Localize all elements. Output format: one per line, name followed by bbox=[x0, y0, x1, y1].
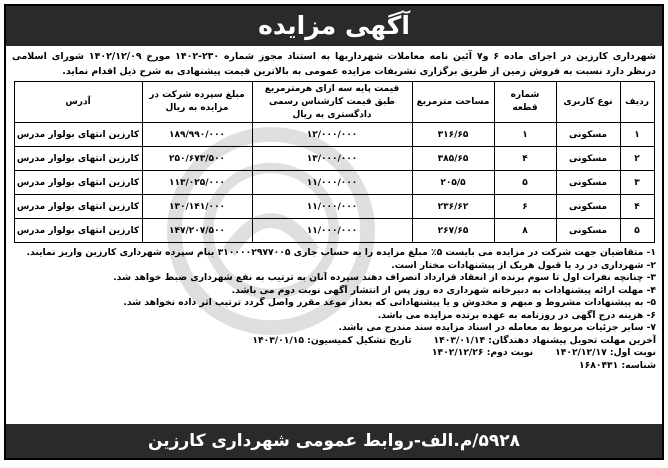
base-price: ۱۱/۰۰۰/۰۰۰ bbox=[252, 219, 412, 243]
row-number: ۲ bbox=[620, 147, 654, 171]
deposit: ۱۱۳/۰۲۵/۰۰۰ bbox=[142, 171, 252, 195]
use-type: مسکونی bbox=[556, 123, 620, 147]
term-item: ۷- سایر جزئیات مربوط به معامله در اسناد مزایده سند مندرج می باشد. bbox=[338, 322, 656, 333]
footer-signature: ۵۹۲۸/م.الف-روابط عمومی شهرداری کارزین bbox=[6, 424, 662, 458]
col-header-row-number: ردیف bbox=[620, 82, 654, 123]
plot-number: ۶ bbox=[494, 195, 556, 219]
area: ۳۸۵/۶۵ bbox=[412, 147, 494, 171]
address: کارزین انتهای بولوار مدرس bbox=[14, 219, 142, 243]
auction-notice bbox=[4, 4, 664, 460]
deposit: ۲۵۰/۶۷۳/۵۰۰ bbox=[142, 147, 252, 171]
col-header-plot: شماره قطعه bbox=[494, 82, 556, 123]
col-header-deposit: مبلغ سپرده شرکت در مزایده به ریال bbox=[142, 82, 252, 123]
second-publication: نوبت دوم: ۱۴۰۲/۱۲/۲۶ bbox=[431, 347, 534, 358]
deposit: ۱۴۷/۲۰۷/۵۰۰ bbox=[142, 219, 252, 243]
first-publication: نوبت اول: ۱۴۰۲/۱۲/۱۷ bbox=[555, 347, 656, 358]
base-price: ۱۱/۰۰۰/۰۰۰ bbox=[252, 171, 412, 195]
notice-id: شناسه: ۱۶۸۰۴۳۱ bbox=[579, 359, 656, 371]
area: ۲۰۵/۵ bbox=[412, 171, 494, 195]
plot-number: ۸ bbox=[494, 219, 556, 243]
use-type: مسکونی bbox=[556, 219, 620, 243]
row-number: ۱ bbox=[620, 123, 654, 147]
area: ۳۱۶/۶۵ bbox=[412, 123, 494, 147]
address: کارزین انتهای بولوار مدرس bbox=[14, 123, 142, 147]
table-row bbox=[14, 195, 654, 219]
deposit: ۱۳۰/۱۴۱/۰۰۰ bbox=[142, 195, 252, 219]
term-item: ۶- هزینه درج آگهی در روزنامه به عهده برنده مزایده می باشد. bbox=[377, 309, 656, 321]
address: کارزین انتهای بولوار مدرس bbox=[14, 147, 142, 171]
use-type: مسکونی bbox=[556, 195, 620, 219]
area: ۲۳۶/۶۲ bbox=[412, 195, 494, 219]
term-item: ۱- متقاضیان جهت شرکت در مزایده می بایست ۵٪ مبلغ مزایده را به حساب جاری ۳۱۰۰۰۰۲۹۷۷۰۰۵ بنام سپرده شهرداری کارزین واریز نمایند. bbox=[26, 247, 656, 258]
base-price: ۱۳/۰۰۰/۰۰۰ bbox=[252, 147, 412, 171]
row-number: ۴ bbox=[620, 195, 654, 219]
terms-list bbox=[6, 243, 662, 335]
term-item: ۲- شهرداری در رد یا قبول هریک از پیشنهادات مختار است. bbox=[391, 259, 656, 271]
deposit: ۱۸۹/۹۹۰/۰۰۰ bbox=[142, 123, 252, 147]
plot-number: ۵ bbox=[494, 171, 556, 195]
term-item: ۴- مهلت ارائه پیشنهادات به دبیرخانه شهرداری ده روز پس از انتشار آگهی نوبت دوم می باشد. bbox=[231, 284, 656, 296]
dates-block bbox=[6, 335, 662, 373]
table-row bbox=[14, 147, 654, 171]
address: کارزین انتهای بولوار مدرس bbox=[14, 171, 142, 195]
term-item: ۵- به پیشنهادات مشروط و مبهم و مخدوش و یا پیشنهاداتی که بعداز موعد مقرر واصل گردد ترتیب اثر داده نخواهد شد. bbox=[123, 297, 656, 308]
term-item: ۳- چنانچه نفرات اول تا سوم برنده از انعقاد قرارداد انصراف دهند سپرده آنان به ترتیب به نفع شهرداری ضبط خواهد شد. bbox=[113, 272, 656, 283]
commission-date: تاریخ تشکیل کمیسیون: ۱۴۰۳/۰۱/۱۵ bbox=[252, 334, 412, 346]
col-header-area: مساحت مترمربع bbox=[412, 82, 494, 123]
table-row bbox=[14, 171, 654, 195]
submission-deadline: آخرین مهلت تحویل پیشنهاد دهندگان: ۱۴۰۳/۰۱/۱۴ bbox=[433, 334, 656, 346]
notice-title: آگهی مزایده bbox=[6, 6, 662, 46]
table-row bbox=[14, 123, 654, 147]
col-header-address: آدرس bbox=[14, 82, 142, 123]
area: ۲۶۷/۶۵ bbox=[412, 219, 494, 243]
row-number: ۳ bbox=[620, 171, 654, 195]
base-price: ۱۱/۰۰۰/۰۰۰ bbox=[252, 195, 412, 219]
row-number: ۵ bbox=[620, 219, 654, 243]
intro-paragraph: شهرداری کارزین در اجرای ماده ۶ و۷ آئین نامه معاملات شهرداریها به استناد مجوز شماره ۲۳۰-۱۴۰۲ مورخ ۱۴۰۲/۱۲/۰۹ شورای اسلامی درنظر دارد نسبت به فروش زمین از طریق برگزاری تشریفات مزایده عمومی به بالاترین قیمت پیشنهادی به شرح ذیل اقدام نماید. bbox=[12, 51, 656, 77]
table-row bbox=[14, 219, 654, 243]
plot-number: ۴ bbox=[494, 147, 556, 171]
col-header-use: نوع کاربری bbox=[556, 82, 620, 123]
col-header-base-price: قیمت پایه سه ازای هرمترمربع طبق قیمت کارشناس رسمی دادگستری به ریال bbox=[252, 82, 412, 123]
base-price: ۱۲/۰۰۰/۰۰۰ bbox=[252, 123, 412, 147]
table-header-row bbox=[14, 82, 654, 123]
address: کارزین انتهای بولوار مدرس bbox=[14, 195, 142, 219]
plot-number: ۱ bbox=[494, 123, 556, 147]
use-type: مسکونی bbox=[556, 147, 620, 171]
auction-table bbox=[14, 81, 655, 243]
use-type: مسکونی bbox=[556, 171, 620, 195]
